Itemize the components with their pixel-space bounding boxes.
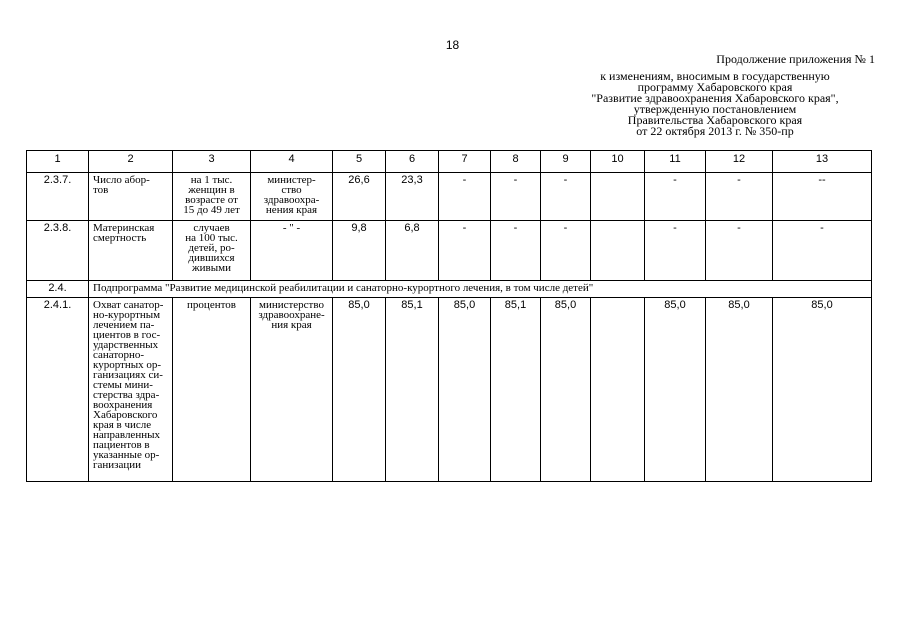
- value-cell: 85,0: [773, 298, 872, 482]
- text-line: ганизации: [93, 459, 142, 471]
- header-line: программу Хабаровского края: [637, 80, 793, 94]
- value-cell: -: [439, 221, 491, 281]
- value-cell: 85,0: [541, 298, 591, 482]
- text-line: указанные ор-: [93, 449, 160, 461]
- column-header: 12: [706, 151, 773, 173]
- value-cell: 85,1: [386, 298, 439, 482]
- text-line: детей, ро-: [188, 242, 235, 254]
- value-cell: -: [645, 173, 706, 221]
- text-line: ство: [281, 184, 302, 196]
- indicators-table: [26, 150, 872, 482]
- column-header: 11: [645, 151, 706, 173]
- text-line: Охват санатор-: [93, 299, 164, 311]
- value-cell: 23,3: [386, 173, 439, 221]
- subprogram-row: [27, 281, 872, 298]
- value-cell: 26,6: [333, 173, 386, 221]
- appendix-title: Продолжение приложения № 1: [716, 52, 875, 66]
- indicator-name: [89, 221, 173, 281]
- page-number: 18: [445, 38, 460, 52]
- column-header: 9: [541, 151, 591, 173]
- organization: [251, 173, 333, 221]
- column-header: 4: [251, 151, 333, 173]
- text-line: курортных ор-: [93, 359, 162, 371]
- column-header: 6: [386, 151, 439, 173]
- column-header: 1: [27, 151, 89, 173]
- text-line: стемы мини-: [93, 379, 153, 391]
- value-cell: -: [491, 221, 541, 281]
- text-line: нения края: [265, 204, 318, 216]
- unit: [173, 298, 251, 482]
- text-line: процентов: [187, 299, 236, 311]
- value-cell: 85,1: [491, 298, 541, 482]
- text-line: тов: [93, 184, 109, 196]
- text-line: живыми: [192, 262, 231, 274]
- value-cell: 6,8: [386, 221, 439, 281]
- text-line: Материнская: [93, 222, 155, 234]
- value-cell: -: [491, 173, 541, 221]
- value-cell: 85,0: [439, 298, 491, 482]
- text-line: здравоохра-: [263, 194, 320, 206]
- row-number: 2.4.1.: [27, 298, 89, 482]
- value-cell: [591, 173, 645, 221]
- text-line: ударственных: [93, 339, 159, 351]
- text-line: 15 до 49 лет: [183, 204, 240, 216]
- indicator-name: [89, 173, 173, 221]
- indicator-name: [89, 298, 173, 482]
- text-line: здравоохране-: [258, 309, 325, 321]
- table-row: [27, 173, 872, 221]
- value-cell: -: [706, 173, 773, 221]
- column-header: 10: [591, 151, 645, 173]
- value-cell: --: [773, 173, 872, 221]
- text-line: воохранения: [93, 399, 153, 411]
- header-line: "Развитие здравоохранения Хабаровского края",: [591, 91, 839, 105]
- text-line: лечением па-: [93, 319, 155, 331]
- text-line: циентов в гос-: [93, 329, 161, 341]
- text-line: направленных: [93, 429, 160, 441]
- text-line: ния края: [271, 319, 312, 331]
- text-line: - " -: [282, 222, 301, 234]
- header-line: от 22 октября 2013 г. № 350-пр: [636, 124, 794, 138]
- value-cell: 85,0: [706, 298, 773, 482]
- text-line: министерство: [258, 299, 324, 311]
- value-cell: 9,8: [333, 221, 386, 281]
- value-cell: -: [541, 173, 591, 221]
- value-cell: -: [541, 221, 591, 281]
- appendix-header: [555, 54, 875, 137]
- column-header: 5: [333, 151, 386, 173]
- value-cell: -: [706, 221, 773, 281]
- text-line: санаторно-: [93, 349, 145, 361]
- text-line: ганизациях си-: [93, 369, 163, 381]
- text-line: Хабаровского: [93, 409, 158, 421]
- text-line: дившихся: [188, 252, 235, 264]
- column-header: 8: [491, 151, 541, 173]
- text-line: смертность: [93, 232, 147, 244]
- text-line: на 100 тыс.: [185, 232, 238, 244]
- value-cell: [591, 221, 645, 281]
- organization: [251, 221, 333, 281]
- subprogram-title: Подпрограмма "Развитие медицинской реабилитации и санаторно-курортного лечения, в том числе детей": [89, 281, 872, 298]
- organization: [251, 298, 333, 482]
- value-cell: 85,0: [333, 298, 386, 482]
- header-line: Правительства Хабаровского края: [627, 113, 803, 127]
- unit: [173, 173, 251, 221]
- table-header-row: [27, 151, 872, 173]
- value-cell: 85,0: [645, 298, 706, 482]
- value-cell: -: [439, 173, 491, 221]
- text-line: случаев: [193, 222, 230, 234]
- text-line: пациентов в: [93, 439, 150, 451]
- row-number: 2.3.7.: [27, 173, 89, 221]
- text-line: возрасте от: [185, 194, 238, 206]
- text-line: женщин в: [188, 184, 235, 196]
- header-line: утвержденную постановлением: [633, 102, 797, 116]
- text-line: на 1 тыс.: [190, 174, 233, 186]
- value-cell: -: [645, 221, 706, 281]
- text-line: министер-: [267, 174, 316, 186]
- text-line: но-курортным: [93, 309, 161, 321]
- text-line: Число абор-: [93, 174, 150, 186]
- column-header: 2: [89, 151, 173, 173]
- row-number: 2.3.8.: [27, 221, 89, 281]
- column-header: 13: [773, 151, 872, 173]
- header-line: к изменениям, вносимым в государственную: [600, 69, 830, 83]
- text-line: края в числе: [93, 419, 152, 431]
- value-cell: -: [773, 221, 872, 281]
- table-row: [27, 221, 872, 281]
- column-header: 3: [173, 151, 251, 173]
- value-cell: [591, 298, 645, 482]
- row-number: 2.4.: [27, 281, 89, 298]
- text-line: стерства здра-: [93, 389, 160, 401]
- unit: [173, 221, 251, 281]
- table-row: [27, 298, 872, 482]
- column-header: 7: [439, 151, 491, 173]
